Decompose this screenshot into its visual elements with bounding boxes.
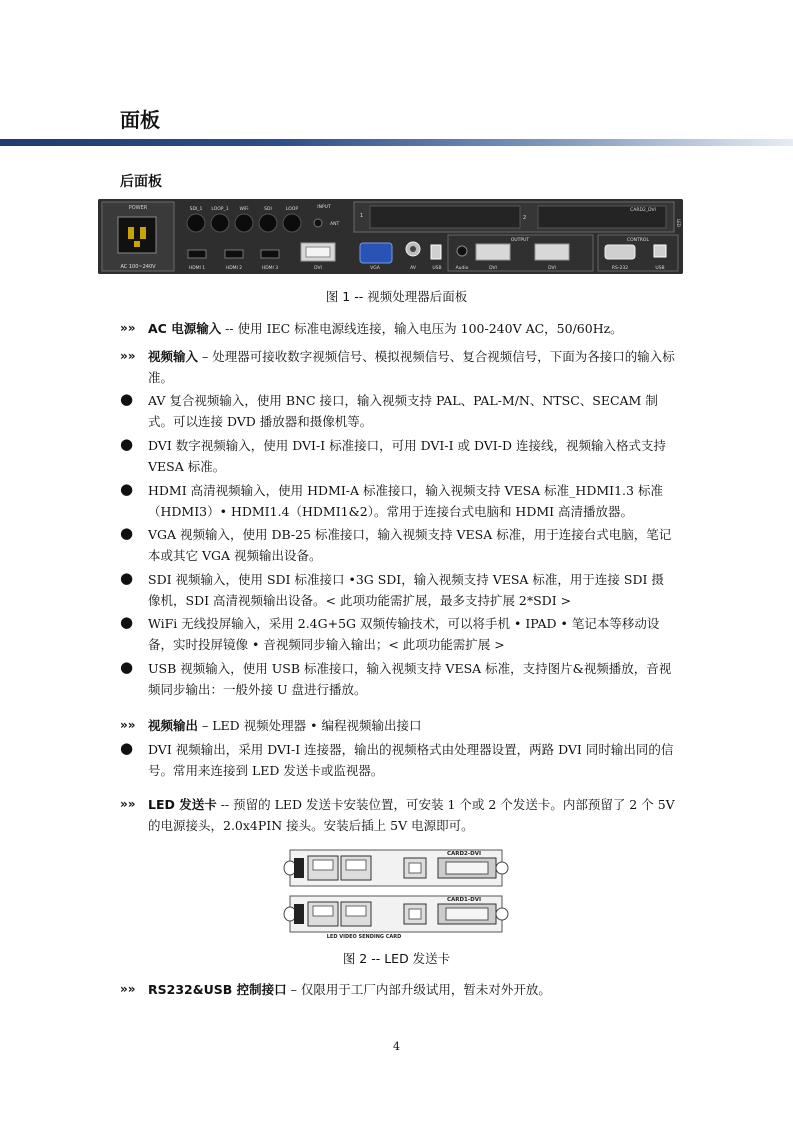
arrow-bullet-icon: »» xyxy=(120,321,136,335)
arrow-bullet-icon: »» xyxy=(120,349,136,363)
list-item xyxy=(120,524,675,566)
item-text: – 仅限用于工厂内部升级试用，暂未对外开放。 xyxy=(286,982,551,997)
power-label: POWER xyxy=(128,205,148,211)
dot-bullet-icon: ● xyxy=(120,739,134,757)
hdmi3-label: HDMI 3 xyxy=(261,266,279,271)
dvi-in-label: DVI xyxy=(314,266,322,271)
item-lead: AC 电源输入 xyxy=(148,321,222,336)
item-lead: LED 发送卡 xyxy=(148,797,217,812)
rear-panel-image xyxy=(98,199,683,274)
item-text: AV 复合视频输入，使用 BNC 接口，输入视频支持 PAL、PAL-M/N、NTSC、SECAM 制式。可以连接 DVD 播放器和摄像机等。 xyxy=(148,393,658,429)
dot-bullet-icon: ● xyxy=(120,658,134,676)
card2-label: CARD2_DVI xyxy=(630,208,656,213)
card1-dvi-label: CARD1-DVI xyxy=(446,897,482,903)
dot-bullet-icon: ● xyxy=(120,390,134,408)
item-text: HDMI 高清视频输入，使用 HDMI-A 标准接口，输入视频支持 VESA 标准_HDMI1.3 标准（HDMI3）• HDMI1.4（HDMI1&2）。常用于连接台式电脑和 HDMI 高清播放器。 xyxy=(148,483,663,519)
page-number: 4 xyxy=(393,1040,400,1053)
audio-label: Audio xyxy=(455,266,469,271)
output-label: OUTPUT xyxy=(510,238,530,243)
hdmi2-label: HDMI 2 xyxy=(225,266,243,271)
item-text: DVI 数字视频输入，使用 DVI-I 标准接口，可用 DVI-I 或 DVI-D 连接线，视频输入格式支持 VESA 标准。 xyxy=(148,438,666,474)
section-title: 后面板 xyxy=(120,174,162,190)
item-text: -- 使用 IEC 标准电源线连接，输入电压为 100-240V AC，50/60Hz。 xyxy=(221,321,623,336)
title-divider xyxy=(0,139,793,146)
list-item xyxy=(120,739,675,781)
loop-label: LOOP xyxy=(285,207,299,212)
item-text: DVI 视频输出，采用 DVI-I 连接器，输出的视频格式由处理器设置，两路 DVI 同时输出同的信号。常用来连接到 LED 发送卡或监视器。 xyxy=(148,742,674,778)
av-label: AV xyxy=(410,266,416,271)
list-item xyxy=(120,794,675,836)
figure1-caption: 图 1 -- 视频处理器后面板 xyxy=(325,289,468,304)
page-title: 面板 xyxy=(120,108,160,132)
item-lead: 视频输入 xyxy=(148,349,199,364)
figure2-caption: 图 2 -- LED 发送卡 xyxy=(342,951,451,966)
slot1-label: 1 xyxy=(360,213,364,219)
list-item xyxy=(120,613,675,655)
slot2-label: 2 xyxy=(523,215,527,221)
loop1-label: LOOP_1 xyxy=(211,207,229,212)
hdmi1-label: HDMI 1 xyxy=(188,266,206,271)
item-text: SDI 视频输入，使用 SDI 标准接口 •3G SDI，输入视频支持 VESA 标准，用于连接 SDI 摄像机，SDI 高清视频输出设备。< 此项功能需扩展，最多支持扩展 2*SDI > xyxy=(148,572,664,608)
wifi-label: WiFi xyxy=(239,207,249,212)
list-item xyxy=(120,715,675,736)
item-text: – 处理器可接收数字视频信号、模拟视频信号、复合视频信号，下面为各接口的输入标准。 xyxy=(148,349,675,385)
list-item xyxy=(120,480,675,522)
item-lead: 视频输出 xyxy=(148,718,199,733)
control-label: CONTROL xyxy=(627,238,649,243)
dot-bullet-icon: ● xyxy=(120,435,134,453)
arrow-bullet-icon: »» xyxy=(120,982,136,996)
ant-label: ANT xyxy=(330,222,340,227)
card2-dvi-label: CARD2-DVI xyxy=(446,851,482,857)
list-item xyxy=(120,979,675,1000)
rs232-label: RS-232 xyxy=(611,266,629,271)
ctrl-usb-label: USB xyxy=(655,266,665,271)
item-text: – LED 视频处理器 • 编程视频输出接口 xyxy=(198,718,422,733)
arrow-bullet-icon: »» xyxy=(120,797,136,811)
list-item xyxy=(120,390,675,432)
sending-card-image xyxy=(280,844,510,940)
dot-bullet-icon: ● xyxy=(120,613,134,631)
sdi-label: SDI xyxy=(264,207,272,212)
list-item xyxy=(120,569,675,611)
power-rating: AC 100~240V xyxy=(120,264,156,270)
dot-bullet-icon: ● xyxy=(120,480,134,498)
out-dvi2-label: DVI xyxy=(548,266,556,271)
sending-card-board-label: LED VIDEO SENDING CARD xyxy=(326,934,402,940)
item-text: WiFi 无线投屏输入，采用 2.4G+5G 双频传输技术，可以将手机 • IPAD • 笔记本等移动设备，实时投屏镜像 • 音视频同步输入输出；< 此项功能需扩展 > xyxy=(148,616,660,652)
input-label: INPUT xyxy=(317,205,331,210)
arrow-bullet-icon: »» xyxy=(120,718,136,732)
item-text: VGA 视频输入，使用 DB-25 标准接口，输入视频支持 VESA 标准，用于连接台式电脑，笔记本或其它 VGA 视频输出设备。 xyxy=(148,527,672,563)
list-item xyxy=(120,435,675,477)
vga-label: VGA xyxy=(370,266,380,271)
led-label: LED xyxy=(676,219,681,227)
dot-bullet-icon: ● xyxy=(120,524,134,542)
usb-in-label: USB xyxy=(432,266,442,271)
dot-bullet-icon: ● xyxy=(120,569,134,587)
out-dvi1-label: DVI xyxy=(489,266,497,271)
list-item xyxy=(120,346,675,388)
item-text: USB 视频输入，使用 USB 标准接口，输入视频支持 VESA 标准，支持图片&视频播放，音视频同步输出：一般外接 U 盘进行播放。 xyxy=(148,661,672,697)
item-lead: RS232&USB 控制接口 xyxy=(148,982,287,997)
sdi1-label: SDI_1 xyxy=(189,207,203,212)
list-item xyxy=(120,318,675,339)
item-text: -- 预留的 LED 发送卡安装位置，可安装 1 个或 2 个发送卡。内部预留了 2 个 5V 的电源接头，2.0x4PIN 接头。安装后插上 5V 电源即可。 xyxy=(148,797,675,833)
list-item xyxy=(120,658,675,700)
